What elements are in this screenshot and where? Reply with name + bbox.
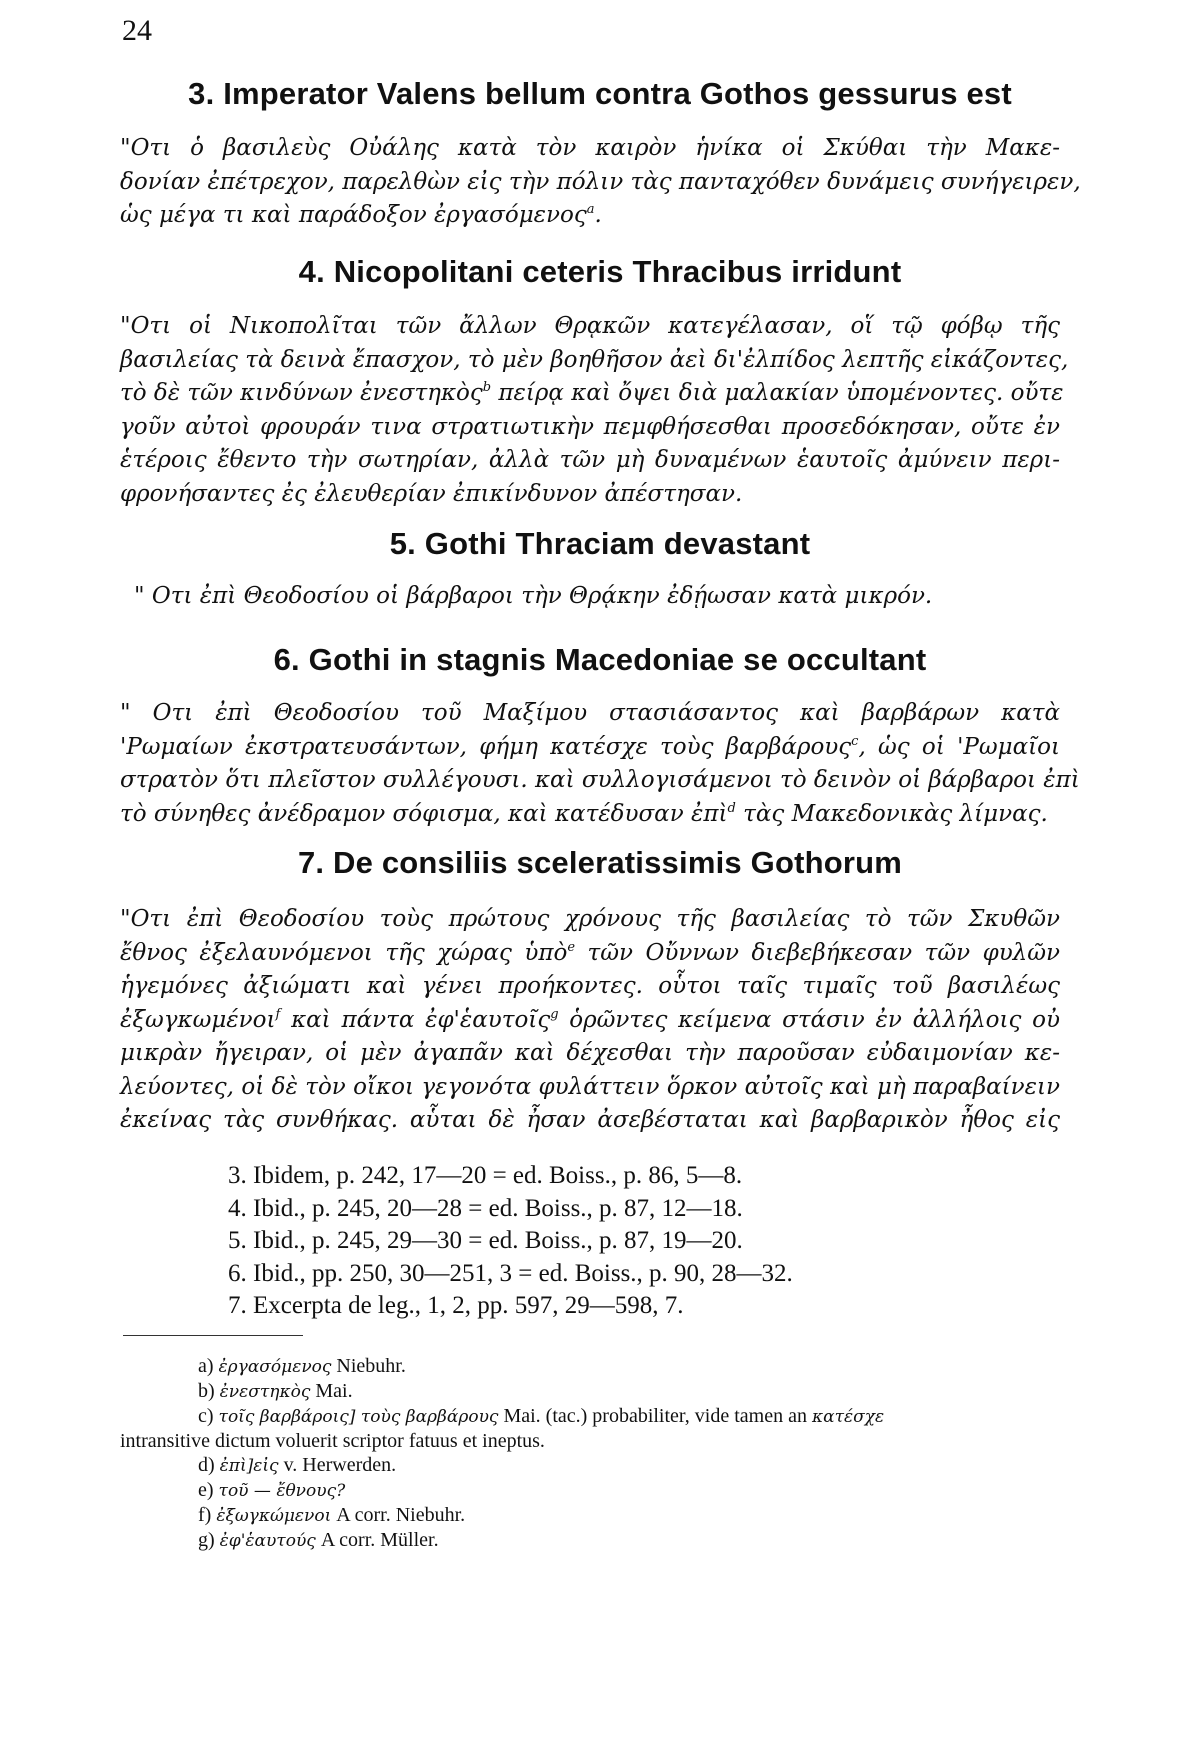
text-line: δονίαν ἐπέτρεχον, παρελθὼν εἰς τὴν πόλιν τὰς πανταχόθεν δυνάμεις συνήγειρεν, — [120, 168, 1081, 195]
footnote-mark: a — [586, 202, 595, 217]
note-greek: ἐξωγκώμενοι — [216, 1506, 332, 1526]
note-text: Mai. (tac.) probabiliter, vide tamen an — [498, 1405, 812, 1427]
note-label: f) — [198, 1504, 212, 1526]
source-line: 7. Excerpta de leg., 1, 2, pp. 597, 29—598, 7. — [228, 1292, 684, 1319]
note-g — [120, 1528, 1070, 1553]
text-line: λεύοντες, οἱ δὲ τὸν οἴκοι γεγονότα φυλάττειν ὅρκον αὐτοῖς καὶ μὴ παραβαίνειν — [120, 1073, 1060, 1100]
apparatus-notes — [120, 1354, 1070, 1553]
text-punct: . — [594, 202, 602, 228]
footnote-divider — [123, 1335, 303, 1336]
note-b — [120, 1379, 1070, 1404]
note-text: Mai. — [310, 1380, 353, 1402]
section-6-text — [120, 697, 1080, 831]
section-7-heading: 7. De consiliis sceleratissimis Gothorum — [297, 845, 903, 880]
section-3-heading: 3. Imperator Valens bellum contra Gothos gessurus est — [188, 76, 1012, 111]
text-line-body: τὸ σύνηθες ἀνέδραμον σόφισμα, καὶ κατέδυσαν ἐπὶ — [120, 800, 728, 827]
text-line-tail: ὁρῶντες κείμενα στάσιν ἐν ἀλλήλοις οὐ — [558, 1006, 1060, 1033]
text-line-body: 'Ρωμαίων ἐκστρατευσάντων, φήμη κατέσχε τοὺς βαρβάρους — [120, 733, 852, 760]
note-greek: ἐργασόμενος — [218, 1357, 332, 1377]
note-text: intransitive dictum voluerit scriptor fatuus et ineptus. — [120, 1430, 545, 1452]
section-5-heading: 5. Gothi Thraciam devastant — [389, 526, 811, 561]
text-line-tail: πείρᾳ καὶ ὄψει διὰ μαλακίαν ὑπομένοντες. οὔτε — [491, 380, 1064, 406]
note-d — [120, 1453, 1070, 1478]
note-label: g) — [198, 1529, 215, 1551]
footnote-mark: c — [851, 733, 859, 749]
note-label: e) — [198, 1479, 214, 1501]
note-text: v. Herwerden. — [278, 1454, 397, 1476]
text-line — [120, 798, 1060, 832]
note-label: a) — [198, 1355, 214, 1377]
text-line-body: ἐξωγκωμένοι — [120, 1006, 276, 1033]
text-line: ἐκείνας τὰς συνθήκας. αὗται δὲ ἦσαν ἀσεβέσταται καὶ βαρβαρικὸν ἦθος εἰς — [120, 1107, 1060, 1133]
note-greek: ἐπὶ]εἰς — [219, 1456, 279, 1476]
note-greek: ἐνεστηκὸς — [219, 1382, 311, 1402]
note-label: d) — [198, 1454, 215, 1476]
text-line — [120, 199, 1060, 233]
note-a — [120, 1354, 1070, 1379]
note-label: c) — [198, 1405, 214, 1427]
note-text: A corr. Niebuhr. — [331, 1504, 466, 1526]
section-5-text — [134, 580, 1060, 614]
note-greek: κατέσχε — [811, 1407, 885, 1427]
footnote-mark: g — [550, 1006, 559, 1022]
section-3-text — [120, 132, 1081, 233]
text-line — [120, 377, 1064, 411]
text-line: " Οτι ἐπὶ Θεοδοσίου οἱ βάρβαροι τὴν Θρᾴκην ἐδῄωσαν κατὰ μικρόν. — [134, 583, 933, 609]
footnote-mark: b — [482, 380, 492, 395]
note-f — [120, 1503, 1070, 1528]
footnote-mark: e — [567, 939, 576, 955]
note-e — [120, 1478, 1070, 1503]
text-line: ἑτέροις ἔθεντο τὴν σωτηρίαν, ἀλλὰ τῶν μὴ δυναμένων ἑαυτοῖς ἀμύνειν περι- — [120, 447, 1060, 473]
text-line-tail: , ὡς οἱ 'Ρωμαῖοι — [858, 733, 1060, 760]
source-line: 6. Ibid., pp. 250, 30—251, 3 = ed. Boiss., p. 90, 28—32. — [228, 1259, 793, 1287]
section-6-heading: 6. Gothi in stagnis Macedoniae se occultant — [273, 642, 927, 677]
note-text: A corr. Müller. — [315, 1529, 439, 1551]
text-line: " Οτι ἐπὶ Θεοδοσίου τοῦ Μαξίμου στασιάσαντος καὶ βαρβάρων κατὰ — [120, 700, 1060, 726]
text-line — [120, 937, 1060, 971]
text-line: "Οτι ἐπὶ Θεοδοσίου τοὺς πρώτους χρόνους τῆς βασιλείας τὸ τῶν Σκυθῶν — [120, 906, 1060, 932]
source-line: 5. Ibid., p. 245, 29—30 = ed. Boiss., p. 87, 19—20. — [228, 1227, 743, 1254]
text-line-tail: τῶν Οὔννων διεβεβήκεσαν τῶν φυλῶν — [575, 939, 1060, 966]
source-line: 4. Ibid., p. 245, 20—28 = ed. Boiss., p. 87, 12—18. — [228, 1194, 743, 1222]
note-greek: τοῖς βαρβάροις] τοὺς βαρβάρους — [218, 1407, 499, 1427]
note-c — [120, 1404, 1070, 1429]
section-4-heading: 4. Nicopolitani ceteris Thracibus irridunt — [298, 254, 902, 289]
text-line-mid: καὶ πάντα ἐφ'ἑαυτοῖς — [280, 1006, 551, 1033]
source-references — [228, 1160, 793, 1323]
source-line: 3. Ibidem, p. 242, 17—20 = ed. Boiss., p. 86, 5—8. — [228, 1162, 743, 1189]
footnote-mark: d — [727, 800, 736, 816]
note-c-continued — [120, 1429, 1070, 1453]
text-line: "Οτι ὁ βασιλεὺς Οὐάλης κατὰ τὸν καιρὸν ἡνίκα οἱ Σκύθαι τὴν Μακε- — [120, 135, 1060, 161]
text-line — [120, 731, 1060, 765]
note-text: Niebuhr. — [331, 1355, 406, 1377]
text-line-tail: τὰς Μακεδονικὰς λίμνας. — [735, 800, 1048, 827]
text-line: ἡγεμόνες ἀξιώματι καὶ γένει προήκοντες. οὗτοι ταῖς τιμαῖς τοῦ βασιλέως — [120, 973, 1060, 999]
section-4-text — [120, 310, 1069, 511]
text-line: "Οτι οἱ Νικοπολῖται τῶν ἄλλων Θρᾳκῶν κατεγέλασαν, οἵ τῷ φόβῳ τῆς — [120, 313, 1060, 339]
note-greek: τοῦ — ἔθνους? — [218, 1481, 346, 1501]
text-line: βασιλείας τὰ δεινὰ ἔπασχον, τὸ μὲν βοηθῆσον ἀεὶ δι'ἐλπίδος λεπτῆς εἰκάζοντες, — [120, 346, 1069, 373]
note-greek: ἐφ'ἑαυτούς — [219, 1531, 316, 1551]
text-line: στρατὸν ὅτι πλεῖστον συλλέγουσι. καὶ συλλογισάμενοι τὸ δεινὸν οἱ βάρβαροι ἐπὶ — [120, 767, 1080, 793]
text-line-body: τὸ δὲ τῶν κινδύνων ἐνεστηκὸς — [120, 380, 483, 406]
text-line: φρονήσαντες ἐς ἐλευθερίαν ἐπικίνδυνον ἀπέστησαν. — [120, 480, 743, 507]
text-line: γοῦν αὐτοὶ φρουράν τινα στρατιωτικὴν πεμφθήσεσθαι προσεδόκησαν, οὔτε ἐν — [120, 413, 1060, 440]
text-line-body: ἔθνος ἐξελαυνόμενοι τῆς χώρας ὑπὸ — [120, 939, 568, 966]
footnote-mark: f — [275, 1006, 281, 1022]
text-line — [120, 1004, 1060, 1038]
section-7-text — [120, 903, 1060, 1138]
page-number: 24 — [122, 14, 152, 47]
text-line-body: ὡς μέγα τι καὶ παράδοξον ἐργασόμενος — [120, 202, 587, 228]
note-label: b) — [198, 1380, 215, 1402]
text-line: μικρὰν ἤγειραν, οἱ μὲν ἀγαπᾶν καὶ δέχεσθαι τὴν παροῦσαν εὐδαιμονίαν κε- — [120, 1040, 1060, 1066]
